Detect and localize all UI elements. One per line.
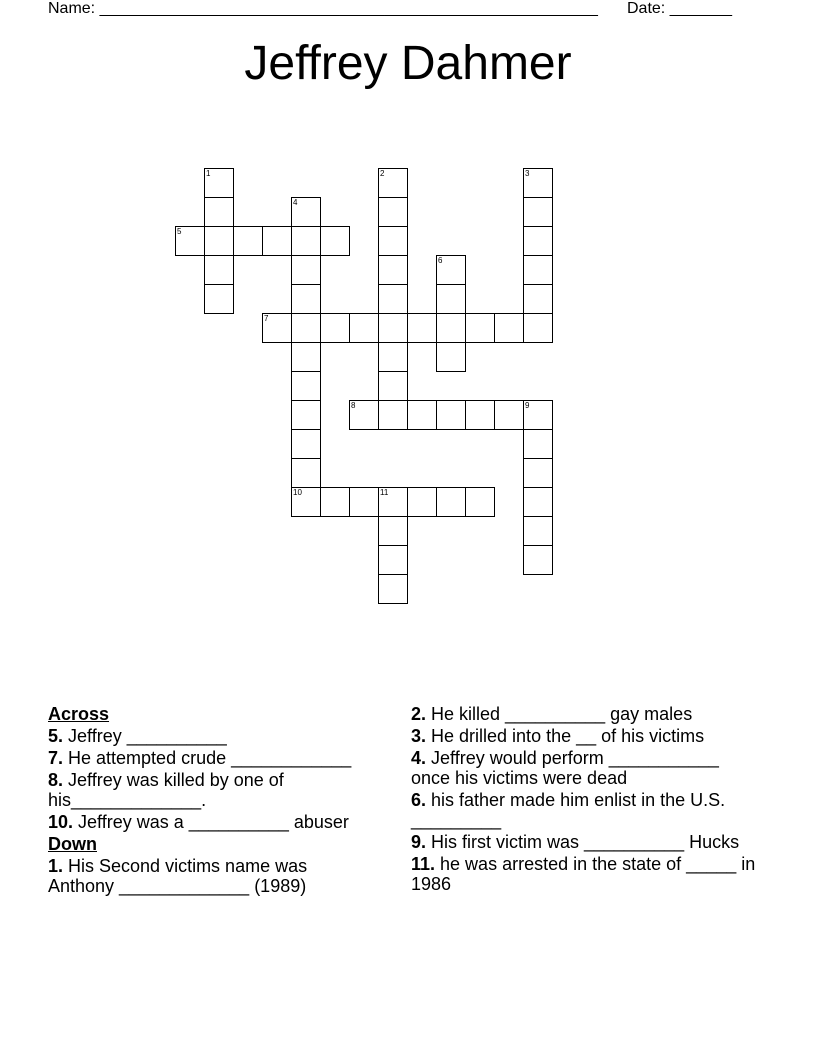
grid-cell[interactable]	[291, 313, 321, 343]
grid-cell[interactable]	[465, 313, 495, 343]
grid-cell[interactable]	[378, 197, 408, 227]
down-clue-11	[411, 854, 761, 894]
grid-cell[interactable]	[436, 313, 466, 343]
clue-text: He attempted crude ____________	[63, 748, 352, 768]
clue-text: Jeffrey __________	[63, 726, 227, 746]
grid-cell[interactable]	[204, 226, 234, 256]
clue-number: 9.	[411, 832, 427, 852]
clue-text: his father made him enlist in the U.S. _________	[411, 790, 726, 830]
grid-cell[interactable]	[204, 255, 234, 285]
clue-number: 8.	[48, 770, 64, 790]
grid-cell[interactable]	[407, 400, 437, 430]
across-clue-10	[48, 812, 368, 832]
clue-number: 2.	[411, 704, 427, 724]
clue-text: Jeffrey would perform ___________ once his victims were dead	[411, 748, 719, 788]
grid-cell[interactable]	[291, 255, 321, 285]
date-field: Date: _______	[627, 0, 732, 17]
down-clue-9	[411, 832, 761, 852]
grid-cell[interactable]	[523, 197, 553, 227]
grid-cell[interactable]	[378, 226, 408, 256]
grid-cell[interactable]	[291, 284, 321, 314]
grid-cell[interactable]	[204, 197, 234, 227]
grid-cell[interactable]	[291, 371, 321, 401]
grid-cell[interactable]	[378, 342, 408, 372]
grid-cell[interactable]	[436, 487, 466, 517]
clue-number-label: 11	[380, 488, 389, 497]
across-heading: Across	[48, 704, 110, 724]
grid-cell[interactable]	[494, 313, 524, 343]
grid-cell[interactable]	[320, 226, 350, 256]
down-clue-4	[411, 748, 761, 788]
grid-cell[interactable]	[523, 458, 553, 488]
grid-cell[interactable]	[378, 284, 408, 314]
clue-number: 6.	[411, 790, 427, 810]
grid-cell[interactable]	[523, 516, 553, 546]
clue-number-label: 10	[293, 488, 302, 497]
name-field: Name: ________________________________________________________	[48, 0, 598, 17]
grid-cell[interactable]	[320, 487, 350, 517]
clue-number: 5.	[48, 726, 64, 746]
grid-cell[interactable]	[378, 574, 408, 604]
grid-cell[interactable]	[291, 458, 321, 488]
clue-number: 4.	[411, 748, 427, 768]
grid-cell[interactable]	[407, 487, 437, 517]
down-clue-3	[411, 726, 761, 746]
grid-cell[interactable]	[320, 313, 350, 343]
grid-cell[interactable]	[523, 545, 553, 575]
grid-cell[interactable]	[378, 371, 408, 401]
clue-number: 3.	[411, 726, 427, 746]
clue-number-label: 2	[380, 169, 385, 178]
down-clue-6	[411, 790, 761, 830]
grid-cell[interactable]	[262, 226, 292, 256]
down-clue-1	[48, 856, 368, 896]
clue-text: Jeffrey was killed by one of his_____________.	[48, 770, 284, 810]
grid-cell[interactable]	[349, 313, 379, 343]
clue-number-label: 3	[525, 169, 530, 178]
clue-number-label: 4	[293, 198, 298, 207]
clue-text: he was arrested in the state of _____ in 1986	[411, 854, 756, 894]
grid-cell[interactable]	[523, 313, 553, 343]
grid-cell[interactable]	[407, 313, 437, 343]
across-clue-8	[48, 770, 368, 810]
grid-cell[interactable]	[291, 342, 321, 372]
page-title: Jeffrey Dahmer	[244, 37, 572, 90]
grid-cell[interactable]	[523, 226, 553, 256]
clue-text: He drilled into the __ of his victims	[426, 726, 705, 746]
grid-cell[interactable]	[465, 487, 495, 517]
clue-number: 11.	[411, 854, 436, 874]
clue-number: 10.	[48, 812, 74, 832]
clue-number-label: 8	[351, 401, 356, 410]
grid-cell[interactable]	[233, 226, 263, 256]
grid-cell[interactable]	[291, 400, 321, 430]
grid-cell[interactable]	[378, 255, 408, 285]
clue-number-label: 6	[438, 256, 443, 265]
grid-cell[interactable]	[523, 487, 553, 517]
grid-cell[interactable]	[523, 255, 553, 285]
down-heading: Down	[48, 834, 97, 854]
grid-cell[interactable]	[465, 400, 495, 430]
grid-cell[interactable]	[378, 313, 408, 343]
grid-cell[interactable]	[436, 284, 466, 314]
grid-cell[interactable]	[436, 342, 466, 372]
clue-number-label: 5	[177, 227, 182, 236]
across-clue-5	[48, 726, 368, 746]
grid-cell[interactable]	[204, 284, 234, 314]
clue-number-label: 7	[264, 314, 269, 323]
grid-cell[interactable]	[291, 226, 321, 256]
grid-cell[interactable]	[378, 545, 408, 575]
clue-text: His Second victims name was Anthony _____________ (1989)	[48, 856, 308, 896]
clues-right-column	[411, 702, 761, 894]
clues-left-column	[48, 702, 368, 896]
down-clue-2	[411, 704, 761, 724]
grid-cell[interactable]	[349, 487, 379, 517]
clue-text: He killed __________ gay males	[426, 704, 693, 724]
clue-number-label: 9	[525, 401, 530, 410]
grid-cell[interactable]	[523, 284, 553, 314]
clue-number: 7.	[48, 748, 64, 768]
grid-cell[interactable]	[523, 429, 553, 459]
grid-cell[interactable]	[378, 400, 408, 430]
across-clue-7	[48, 748, 368, 768]
clue-text: His first victim was __________ Hucks	[426, 832, 740, 852]
clue-number-label: 1	[206, 169, 211, 178]
clue-number: 1.	[48, 856, 64, 876]
grid-cell[interactable]	[494, 400, 524, 430]
grid-cell[interactable]	[291, 429, 321, 459]
grid-cell[interactable]	[436, 400, 466, 430]
grid-cell[interactable]	[378, 516, 408, 546]
clue-text: Jeffrey was a __________ abuser	[73, 812, 349, 832]
